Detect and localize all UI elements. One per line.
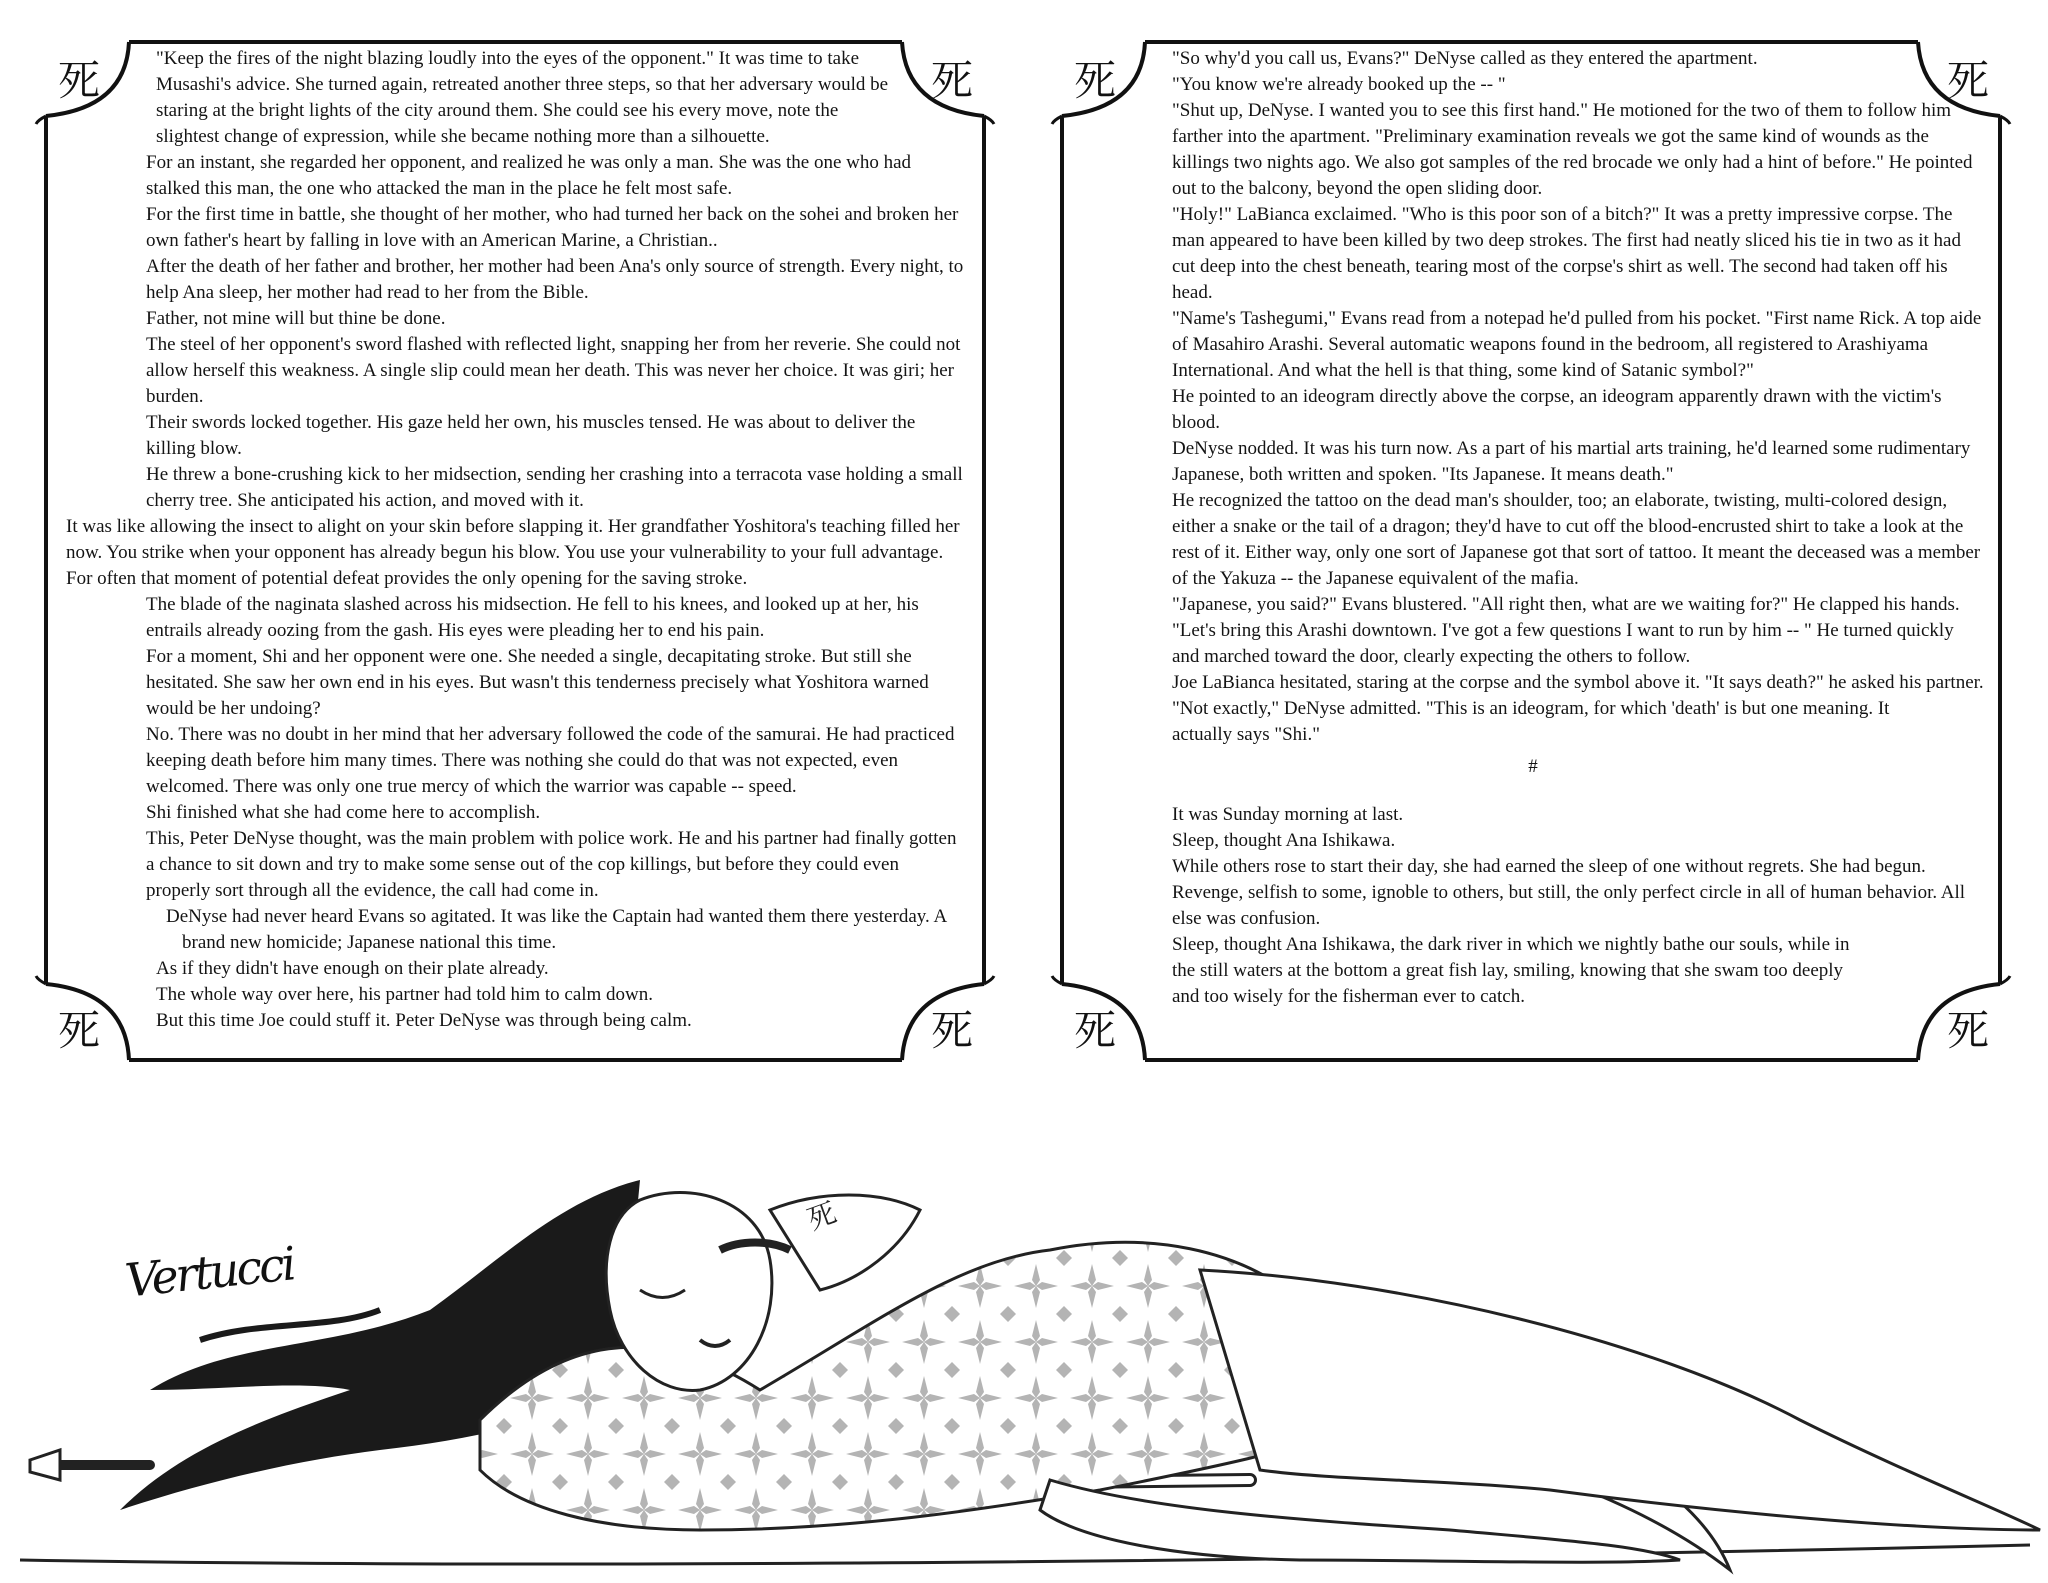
paragraph: Father, not mine will but thine be done. xyxy=(146,308,446,329)
paragraph: While others rose to start their day, she had earned the sleep of one without regrets. She had begun. Revenge, selfish to some, ignoble to others, but still, the only perfect circle in all of human behavior. All else was confusion. xyxy=(1172,856,1966,929)
paragraph: But this time Joe could stuff it. Peter DeNyse was through being calm. xyxy=(156,1010,692,1031)
paragraph: No. There was no doubt in her mind that her adversary followed the code of the samurai. He had practiced keeping death before him many times. There was nothing she could do that was not expected, even welcomed. There was only one true mercy of which the warrior was capable -- speed. xyxy=(146,724,955,797)
paragraph: After the death of her father and brother, her mother had been Ana's only source of strength. Every night, to help Ana sleep, her mother had read to her from the Bible. xyxy=(146,256,964,303)
left-text-panel xyxy=(34,24,996,1079)
section-break: # xyxy=(1528,756,1538,777)
paragraph: "Name's Tashegumi," Evans read from a notepad he'd pulled from his pocket. "First name Rick. A top aide of Masahiro Arashi. Several automatic weapons found in the bedroom, all registered to Arashiyama International. And what the hell is that thing, some kind of Satanic symbol?" xyxy=(1172,308,1982,381)
story-text-right xyxy=(1082,46,1984,1010)
shi-kanji-icon: 死 xyxy=(1073,1006,1116,1055)
paragraph: He recognized the tattoo on the dead man's shoulder, too; an elaborate, twisting, multi-colored design, either a snake or the tail of a dragon; they'd have to cut off the blood-encrusted shirt to take a look at the rest of it. Either way, only one sort of Japanese got that sort of tattoo. It meant the deceased was a member of the Yakuza -- the Japanese equivalent of the mafia. xyxy=(1172,490,1981,589)
paragraph: The blade of the naginata slashed across his midsection. He fell to his knees, and looked up at her, his entrails already oozing from the gash. His eyes were pleading her to end his pain. xyxy=(146,594,919,641)
shi-kanji-icon: 死 xyxy=(930,56,973,105)
paragraph: Joe LaBianca hesitated, staring at the corpse and the symbol above it. "It says death?" he asked his partner. xyxy=(1172,672,1984,693)
paragraph: Shi finished what she had come here to accomplish. xyxy=(146,802,541,823)
paragraph: He threw a bone-crushing kick to her midsection, sending her crashing into a terracota vase holding a small cherry tree. She anticipated his action, and moved with it. xyxy=(146,464,963,511)
paragraph: For an instant, she regarded her opponent, and realized he was only a man. She was the one who had stalked this man, the one who attacked the man in the place he felt most safe. xyxy=(146,152,912,199)
paragraph: "Japanese, you said?" Evans blustered. "All right then, what are we waiting for?" He clapped his hands. "Let's bring this Arashi downtown. I've got a few questions I want to run by him -- " He turned quickly and marched toward the door, clearly expecting the others to follow. xyxy=(1172,594,1960,667)
story-text-left xyxy=(66,46,968,1034)
shoulder-tattoo-icon: 死 xyxy=(803,1195,841,1237)
paragraph: For a moment, Shi and her opponent were one. She needed a single, decapitating stroke. But still she hesitated. She saw her own end in his eyes. But wasn't this tenderness precisely what Yoshitora warned would be her undoing? xyxy=(146,646,929,719)
paragraph: It was Sunday morning at last. xyxy=(1172,804,1404,825)
paragraph: He pointed to an ideogram directly above the corpse, an ideogram apparently drawn with the victim's blood. xyxy=(1172,386,1942,433)
artist-signature: Vertucci xyxy=(122,1236,296,1308)
shi-kanji-icon: 死 xyxy=(1073,56,1116,105)
paragraph: Their swords locked together. His gaze held her own, his muscles tensed. He was about to deliver the killing blow. xyxy=(146,412,916,459)
paragraph: This, Peter DeNyse thought, was the main problem with police work. He and his partner had finally gotten a chance to sit down and try to make some sense out of the cop killings, but before they could even properly sort through all the evidence, the call had come in. xyxy=(146,828,957,901)
paragraph: DeNyse had never heard Evans so agitated. It was like the Captain had wanted them there yesterday. A brand new homicide; Japanese national this time. xyxy=(166,906,947,953)
right-text-panel xyxy=(1050,24,2012,1079)
paragraph: As if they didn't have enough on their plate already. xyxy=(156,958,549,979)
paragraph: "Keep the fires of the night blazing loudly into the eyes of the opponent." It was time to take Musashi's advice. She turned again, retreated another three steps, so that her adversary would be staring at the bright lights of the city around them. She could see his every move, note the slightest change of expression, while she became nothing more than a silhouette. xyxy=(156,48,889,147)
shi-kanji-icon: 死 xyxy=(57,1006,100,1055)
paragraph: "So why'd you call us, Evans?" DeNyse called as they entered the apartment. xyxy=(1172,48,1758,69)
paragraph: For the first time in battle, she thought of her mother, who had turned her back on the sohei and broken her own father's heart by falling in love with an American Marine, a Christian.. xyxy=(146,204,959,251)
paragraph: It was like allowing the insect to alight on your skin before slapping it. Her grandfather Yoshitora's teaching filled her now. You strike when your opponent has already begun his blow. You use your vulnerability to your full advantage. For often that moment of potential defeat provides the only opening for the saving stroke. xyxy=(66,516,960,589)
legs-shape xyxy=(1200,1270,2040,1530)
paragraph: "Holy!" LaBianca exclaimed. "Who is this poor son of a bitch?" It was a pretty impressive corpse. The man appeared to have been killed by two deep strokes. The first had neatly sliced his tie in two as it had cut deep into the chest beneath, tearing most of the corpse's shirt as well. The second had taken off his head. xyxy=(1172,204,1961,303)
paragraph: Sleep, thought Ana Ishikawa. xyxy=(1172,830,1396,851)
sleeping-warrior-illustration xyxy=(0,1090,2048,1583)
paragraph: DeNyse nodded. It was his turn now. As a part of his martial arts training, he'd learned some rudimentary Japanese, both written and spoken. "Its Japanese. It means death." xyxy=(1172,438,1971,485)
paragraph: "Shut up, DeNyse. I wanted you to see this first hand." He motioned for the two of them to follow him farther into the apartment. "Preliminary examination reveals we got the same kind of wounds as the killings two nights ago. We also got samples of the red brocade we only had a hint of before." He pointed out to the balcony, beyond the open sliding door. xyxy=(1172,100,1973,199)
shi-kanji-icon: 死 xyxy=(1946,1006,1989,1055)
paragraph: "Not exactly," DeNyse admitted. "This is an ideogram, for which 'death' is but one meaning. It actually says "Shi." xyxy=(1172,698,1890,745)
paragraph: The steel of her opponent's sword flashed with reflected light, snapping her from her reverie. She could not allow herself this weakness. A single slip could mean her death. This was never her choice. It was giri; her burden. xyxy=(146,334,961,407)
paragraph: "You know we're already booked up the -- " xyxy=(1172,74,1506,95)
shi-kanji-icon: 死 xyxy=(1946,56,1989,105)
shi-kanji-icon: 死 xyxy=(57,56,100,105)
shi-kanji-icon: 死 xyxy=(930,1006,973,1055)
paragraph: The whole way over here, his partner had told him to calm down. xyxy=(156,984,654,1005)
paragraph: Sleep, thought Ana Ishikawa, the dark river in which we nightly bathe our souls, while in the still waters at the bottom a great fish lay, smiling, knowing that she swam too deeply and too wisely for the fisherman ever to catch. xyxy=(1172,934,1850,1007)
